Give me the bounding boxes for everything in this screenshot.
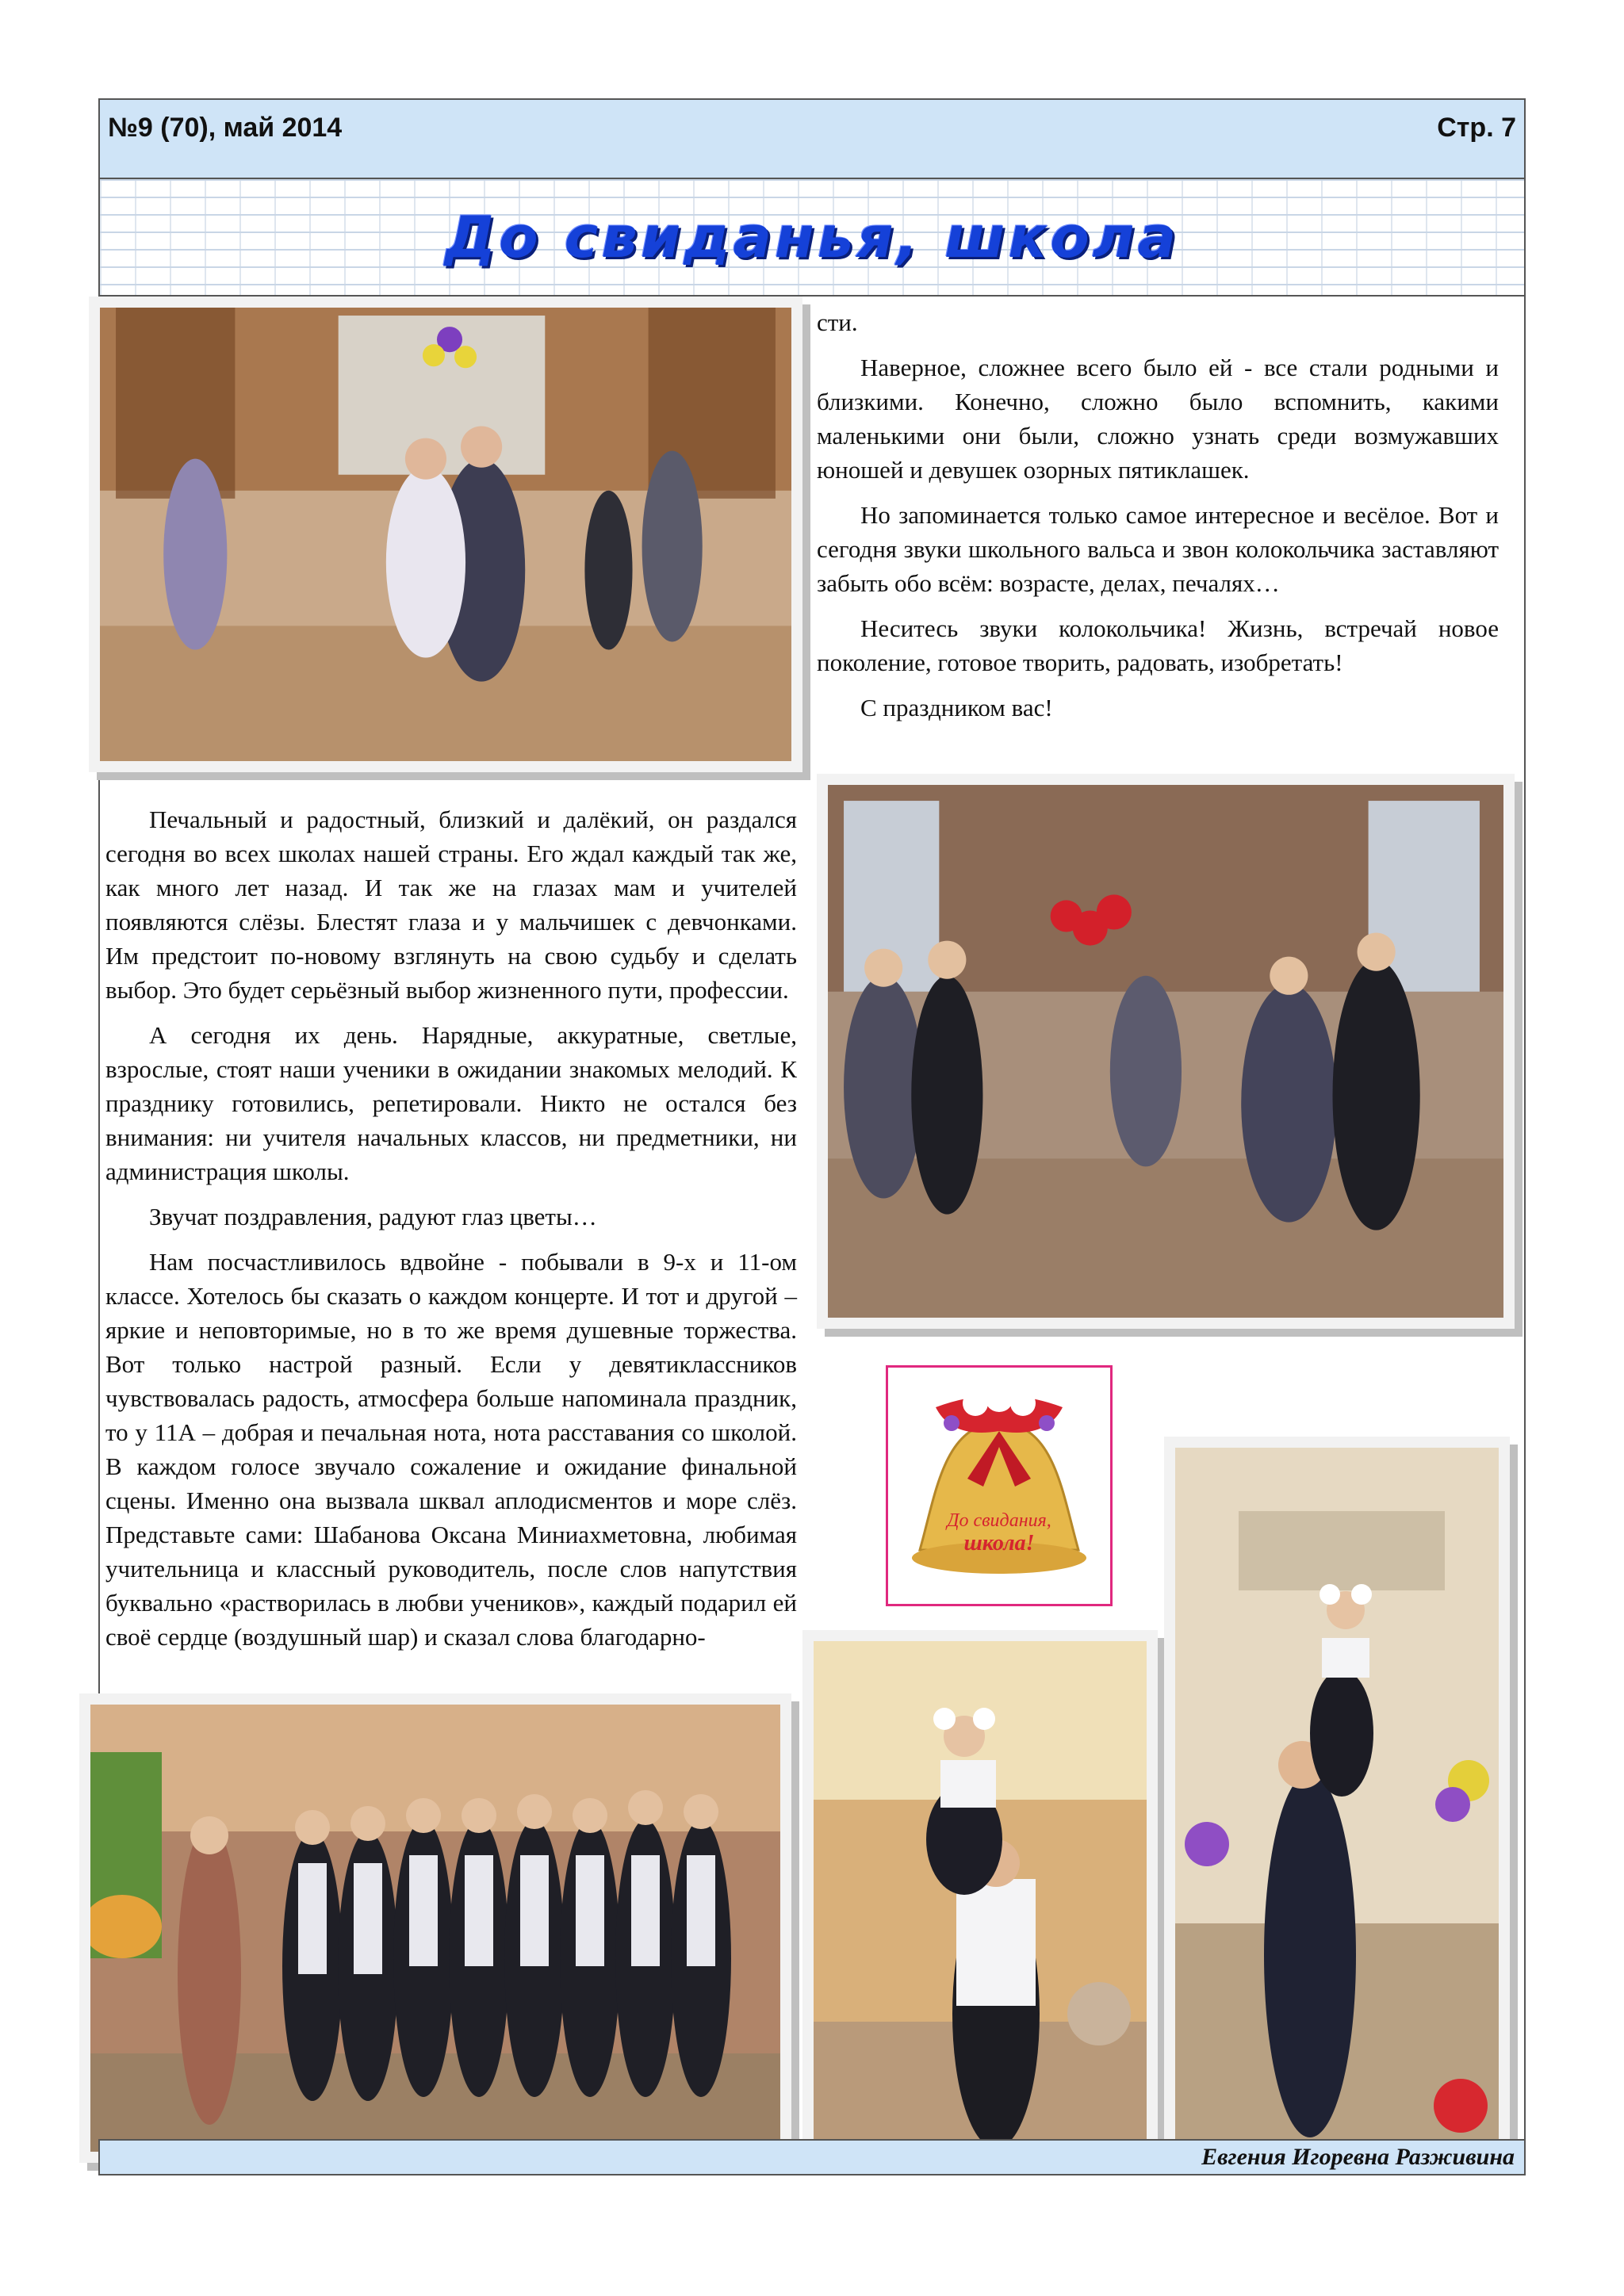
issue-number: №9 (70), май 2014 bbox=[108, 113, 343, 143]
article-paragraph: сти. bbox=[817, 308, 858, 336]
page-number: Стр. 7 bbox=[1437, 113, 1516, 143]
photo-dance-line bbox=[817, 774, 1515, 1329]
article-paragraph: С праздником вас! bbox=[860, 694, 1053, 721]
header-bar bbox=[98, 98, 1526, 179]
article-paragraph: Но запоминается только самое интересное и весёлое. Вот и сегодня звуки школьного вальса и звон колокольчика заставляют забыть обо всём: возрасте, делах, печалях… bbox=[817, 501, 1499, 597]
article-paragraph: Печальный и радостный, близкий и далёкий, он раздался сегодня во всех школах нашей страны. Его ждал каждый так же, как много лет назад. И так же на глазах мам и учителей появляются слёзы. Блестят глаза и у мальчишек с девчонками. Им предстоит по-новому взглянуть на свою судьбу и сделать выбор. Это будет серьёзный выбор жизненного пути, профессии. bbox=[105, 806, 797, 1004]
article-paragraph: Нам посчастливилось вдвойне - побывали в 9-х и 11-ом классе. Хотелось бы сказать о каждом концерте. И тот и другой – яркие и неповторимые, но в то же время душевные торжества. Вот только настрой разный. Если у девятиклассников чувствовалась радость, атмосфера больше напоминала праздник, то у 11А – добрая и печальная нота, нота расставания со школой. В каждом голосе звучало сожаление и ожидание финальной сцены. Именно она вызвала шквал аплодисментов и море слёз. Представьте сами: Шабанова Оксана Миниахметовна, любимая учительница и классный руководитель, после слов напутствия буквально «растворилась в любви учеников», каждый подарил ей своё сердце (воздушный шар) и сказал слова благодарно- bbox=[105, 1248, 797, 1651]
photo-boy-carrying-girl-1 bbox=[802, 1630, 1158, 2160]
photo-boy-carrying-girl-2 bbox=[1164, 1437, 1510, 2160]
bell-icon bbox=[888, 1368, 1110, 1604]
sticker-text-line2: школа! bbox=[963, 1531, 1035, 1556]
bell-sticker bbox=[886, 1365, 1113, 1606]
article-column-right bbox=[817, 305, 1499, 736]
sticker-text-line1: До свидания, bbox=[947, 1510, 1051, 1531]
page-title: До свиданья, школа bbox=[444, 204, 1180, 270]
article-paragraph: А сегодня их день. Нарядные, аккуратные, светлые, взрослые, стоят наши ученики в ожидании знакомых мелодий. К празднику готовились, репетировали. Никто не остался без внимания: ни учителя начальных классов, ни предметники, ни администрация школы. bbox=[105, 1021, 797, 1185]
article-paragraph: Неситесь звуки колокольчика! Жизнь, встречай новое поколение, готовое творить, радовать, изобретать! bbox=[817, 614, 1499, 676]
photo-graduates-standing bbox=[79, 1693, 791, 2163]
footer-bar bbox=[98, 2139, 1526, 2175]
article-paragraph: Звучат поздравления, радуют глаз цветы… bbox=[149, 1203, 597, 1230]
article-column-left bbox=[105, 802, 797, 1665]
photo-waltz-couple bbox=[89, 297, 802, 772]
article-paragraph: Наверное, сложнее всего было ей - все стали родными и близкими. Конечно, сложно было вспомнить, какими маленькими они были, сложно узнать среди возмужавших юношей и девушек озорных пятиклашек. bbox=[817, 354, 1499, 484]
title-banner bbox=[98, 179, 1526, 297]
author-signature: Евгения Игоревна Разживина bbox=[1201, 2144, 1515, 2170]
